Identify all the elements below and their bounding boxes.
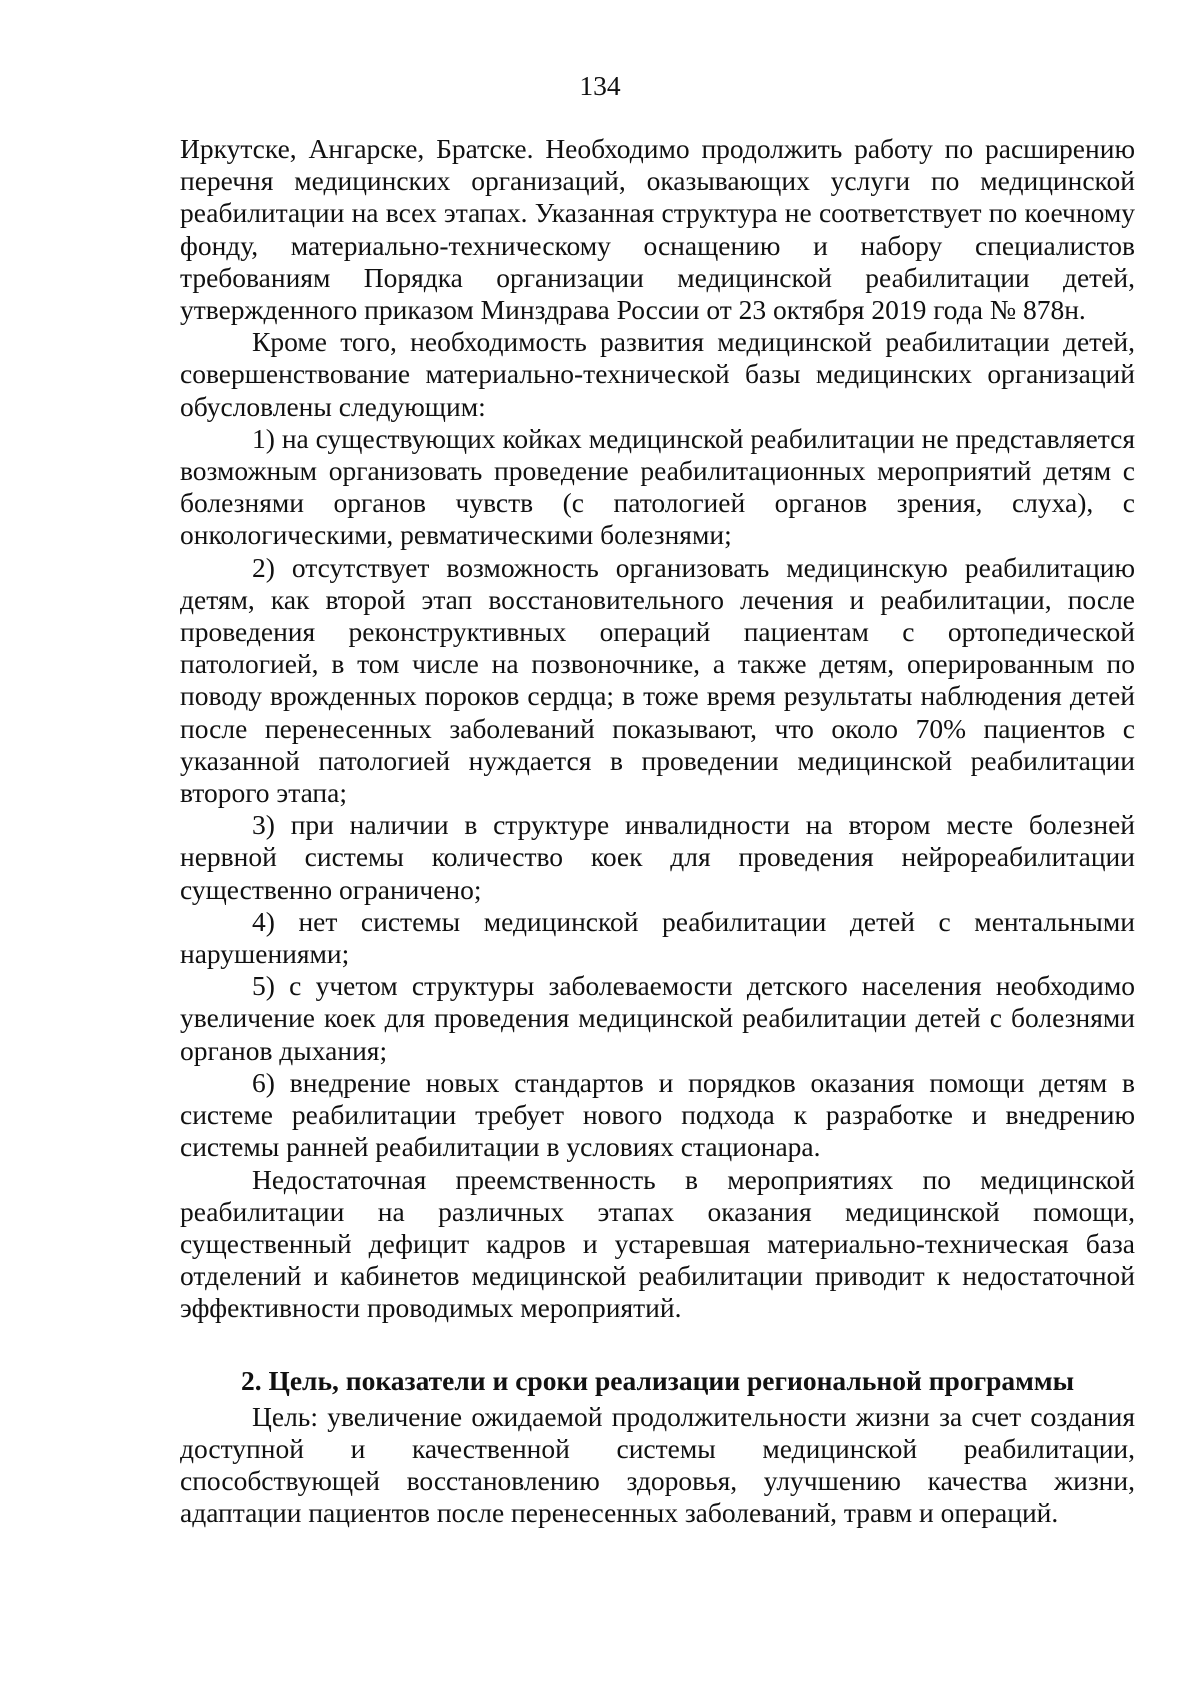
paragraph-goal: Цель: увеличение ожидаемой продолжительности жизни за счет создания доступной и качественной системы медицинской реабилитации, способствующей восстановлению здоровья, улучшению качества жизни, адаптации пациентов после перенесенных заболеваний, травм и операций. — [180, 1400, 1135, 1529]
document-body — [180, 133, 1135, 1529]
list-item-5: 5) с учетом структуры заболеваемости детского населения необходимо увеличение коек для проведения медицинской реабилитации детей с болезнями органов дыхания; — [180, 970, 1135, 1066]
list-item-6: 6) внедрение новых стандартов и порядков оказания помощи детям в системе реабилитации требует нового подхода к разработке и внедрению системы ранней реабилитации в условиях стационара. — [180, 1066, 1135, 1163]
page-number: 134 — [579, 70, 621, 101]
paragraph-conclusion: Недостаточная преемственность в мероприятиях по медицинской реабилитации на различных этапах оказания медицинской помощи, существенный дефицит кадров и устаревшая материально-техническая база отделений и кабинетов медицинской реабилитации приводит к недостаточной эффективности проводимых мероприятий. — [180, 1163, 1135, 1324]
list-item-3: 3) при наличии в структуре инвалидности на втором месте болезней нервной системы количество коек для проведения нейрореабилитации существенно ограничено; — [180, 809, 1135, 905]
list-item-2: 2) отсутствует возможность организовать медицинскую реабилитацию детям, как второй этап восстановительного лечения и реабилитации, после проведения реконструктивных операций пациентам с ортопедической патологией, в том числе на позвоночнике, а также детям, оперированным по поводу врожденных пороков сердца; в тоже время результаты наблюдения детей после перенесенных заболеваний показывают, что около 70% пациентов с указанной патологией нуждается в проведении медицинской реабилитации второго этапа; — [180, 551, 1135, 809]
list-item-1: 1) на существующих койках медицинской реабилитации не представляется возможным организовать проведение реабилитационных мероприятий детям с болезнями органов чувств (с патологией органов зрения, слуха), с онкологическими, ревматическими болезнями; — [180, 422, 1135, 551]
paragraph-intro-list: Кроме того, необходимость развития медицинской реабилитации детей, совершенствование материально-технической базы медицинских организаций обусловлены следующим: — [180, 326, 1135, 422]
paragraph-continuation: Иркутске, Ангарске, Братске. Необходимо продолжить работу по расширению перечня медицинских организаций, оказывающих услуги по медицинской реабилитации на всех этапах. Указанная структура не соответствует по коечному фонду, материально-техническому оснащению и набору специалистов требованиям Порядка организации медицинской реабилитации детей, утвержденного приказом Минздрава России от 23 октября 2019 года № 878н. — [180, 133, 1135, 326]
list-item-4: 4) нет системы медицинской реабилитации детей с ментальными нарушениями; — [180, 905, 1135, 970]
section-heading: 2. Цель, показатели и сроки реализации региональной программы — [240, 1364, 1075, 1396]
